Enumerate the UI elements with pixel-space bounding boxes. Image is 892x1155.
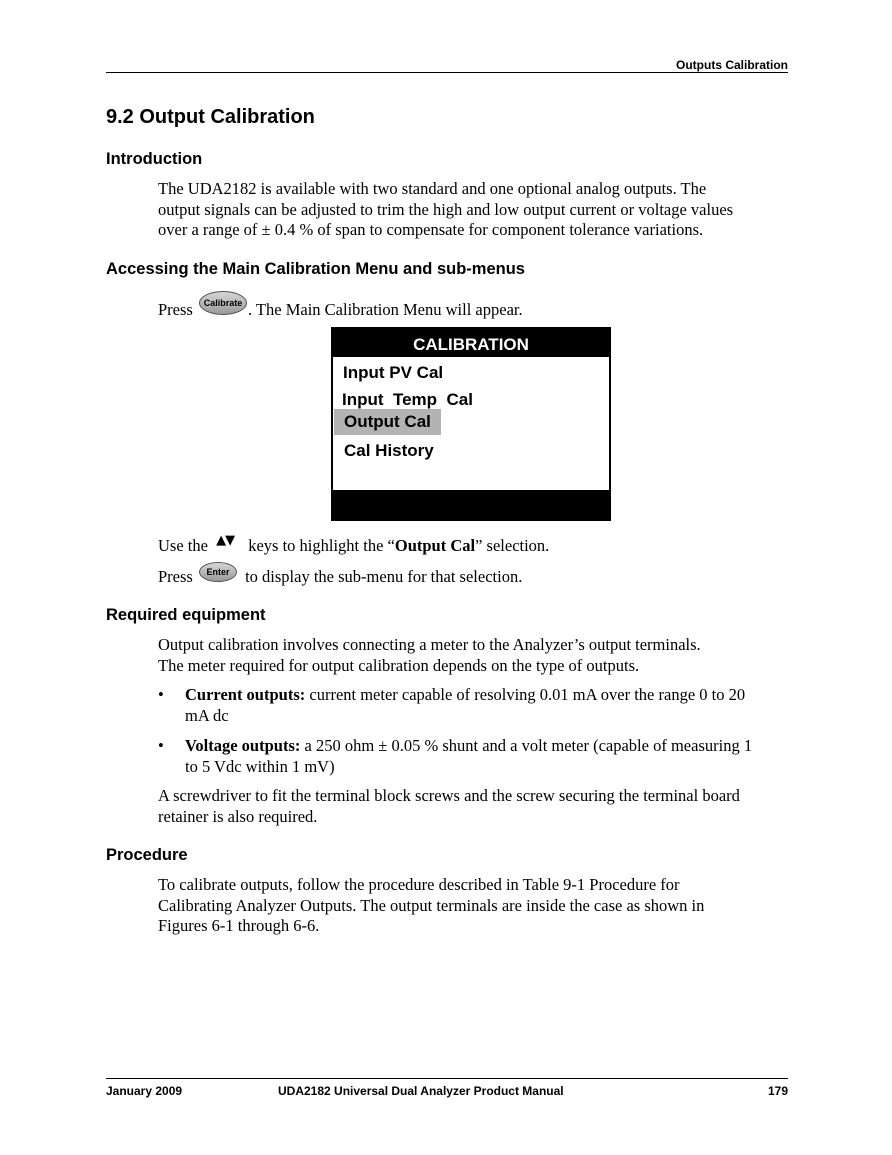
procedure-line: To calibrate outputs, follow the procedure described in Table 9-1 Procedure for: [158, 875, 680, 894]
procedure-heading: Procedure: [106, 846, 188, 864]
menu-item-cal-history: Cal History: [344, 441, 434, 460]
bullet-symbol: •: [158, 685, 164, 704]
procedure-line: Figures 6-1 through 6-6.: [158, 916, 320, 935]
bullet-voltage-outputs: [185, 736, 790, 777]
bullet-text: current meter capable of resolving 0.01 mA over the range 0 to 20: [305, 685, 746, 704]
menu-item-input-pv-cal: Input PV Cal: [343, 363, 444, 382]
menu-item-input-temp-cal: Input Temp Cal: [342, 390, 473, 409]
footer-manual-title: UDA2182 Universal Dual Analyzer Product Manual: [278, 1084, 564, 1098]
bullet-current-outputs: [185, 685, 790, 726]
screen-footer-bar: [333, 490, 609, 519]
bullet-text: a 250 ohm ± 0.05 % shunt and a volt meter (capable of measuring 1: [300, 736, 753, 755]
screen-title: CALIBRATION: [333, 329, 609, 357]
introduction-line: over a range of ± 0.4 % of span to compensate for component tolerance variations.: [158, 220, 704, 239]
calibration-screen: [331, 327, 611, 521]
introduction-heading: Introduction: [106, 150, 203, 168]
required-line: The meter required for output calibration depends on the type of outputs.: [158, 655, 640, 675]
required-equipment-heading: Required equipment: [106, 606, 266, 624]
introduction-paragraph: [158, 179, 788, 241]
use-mid: keys to highlight the “: [244, 536, 395, 555]
menu-item-output-cal: Output Cal: [334, 409, 441, 435]
introduction-line: output signals can be adjusted to trim the high and low output current or voltage values: [158, 199, 734, 219]
footer-date: January 2009: [106, 1084, 183, 1098]
bullet-text-line2: to 5 Vdc within 1 mV): [185, 756, 335, 776]
required-intro: [158, 635, 788, 676]
press-calibrate-line: [158, 299, 788, 323]
use-arrows-line: [158, 533, 788, 559]
header-rule: [106, 72, 788, 73]
section-title: 9.2 Output Calibration: [106, 106, 315, 128]
required-closing-line: retainer is also required.: [158, 806, 318, 826]
running-header-title: Outputs Calibration: [676, 58, 788, 72]
press-enter-line: [158, 567, 788, 588]
press-prefix: Press: [158, 299, 197, 319]
footer-page-number: 179: [767, 1084, 788, 1098]
introduction-line: The UDA2182 is available with two standard and one optional analog outputs. The: [158, 179, 707, 198]
footer-rule: [106, 1078, 788, 1079]
use-bold: Output Cal: [394, 536, 476, 555]
bullet-bold: Voltage outputs:: [185, 736, 301, 755]
press-suffix: . The Main Calibration Menu will appear.: [247, 299, 523, 319]
bullet-bold: Current outputs:: [185, 685, 306, 704]
up-down-arrow-keys-icon: ▲▼: [216, 533, 235, 548]
use-suffix: ” selection.: [475, 536, 550, 555]
press2-prefix: Press: [158, 567, 197, 586]
procedure-line: Calibrating Analyzer Outputs. The output terminals are inside the case as shown in: [158, 895, 705, 915]
required-closing: [158, 786, 788, 827]
calibrate-key-icon: Calibrate: [199, 291, 247, 315]
required-line: Output calibration involves connecting a meter to the Analyzer’s output terminals.: [158, 635, 701, 654]
enter-key-icon: Enter: [199, 562, 237, 582]
use-prefix: Use the: [158, 536, 213, 555]
bullet-text-line2: mA dc: [185, 705, 229, 725]
required-closing-line: A screwdriver to fit the terminal block screws and the screw securing the terminal board: [158, 786, 740, 805]
bullet-symbol: •: [158, 736, 164, 755]
press2-suffix: to display the sub-menu for that selection.: [240, 567, 523, 586]
procedure-paragraph: [158, 875, 788, 937]
accessing-heading: Accessing the Main Calibration Menu and sub-menus: [106, 260, 525, 278]
